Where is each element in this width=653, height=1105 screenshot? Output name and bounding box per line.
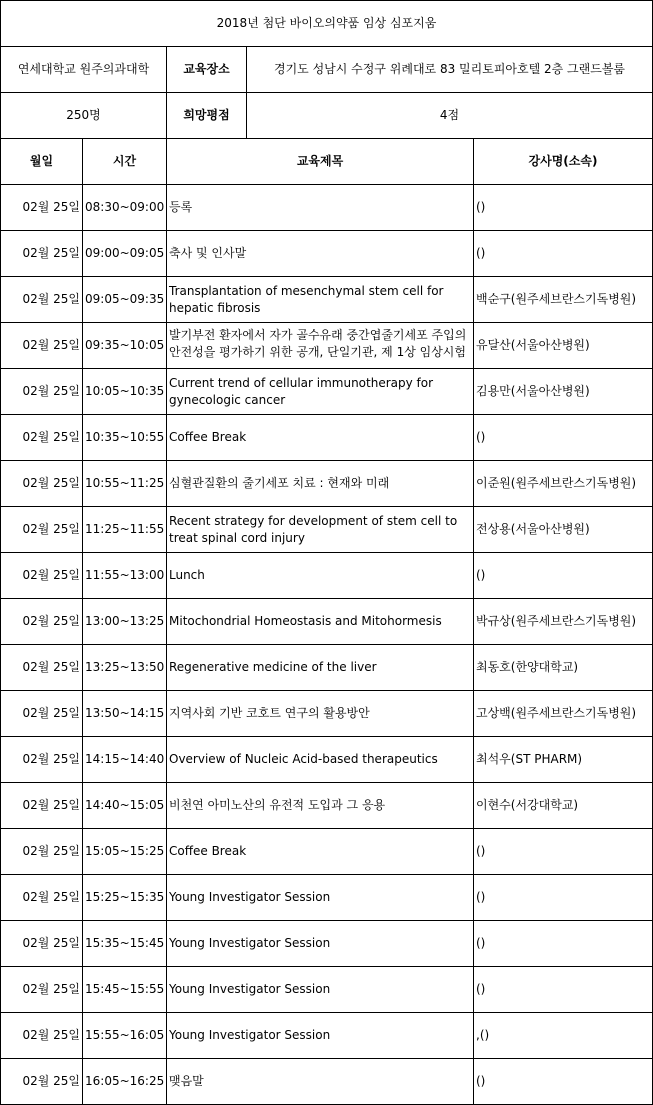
venue-value: 경기도 성남시 수정구 위례대로 83 밀리토피아호텔 2층 그랜드볼룸 xyxy=(247,47,653,93)
session-speaker: 김용만(서울아산병원) xyxy=(474,369,653,415)
session-subject: 지역사회 기반 코호트 연구의 활용방안 xyxy=(167,691,474,737)
session-subject: Young Investigator Session xyxy=(167,921,474,967)
table-row xyxy=(1,277,653,323)
col-header-date: 월일 xyxy=(1,139,83,185)
session-time: 11:55~13:00 xyxy=(83,553,167,599)
session-speaker: () xyxy=(474,829,653,875)
table-row xyxy=(1,829,653,875)
session-speaker: () xyxy=(474,967,653,1013)
session-date: 02월 25일 xyxy=(1,737,83,783)
col-header-speaker: 강사명(소속) xyxy=(474,139,653,185)
session-speaker: 이현수(서강대학교) xyxy=(474,783,653,829)
table-row xyxy=(1,553,653,599)
credit-value: 4점 xyxy=(247,93,653,139)
table-row xyxy=(1,185,653,231)
session-speaker: 고상백(원주세브란스기독병원) xyxy=(474,691,653,737)
venue-label: 교육장소 xyxy=(167,47,247,93)
session-time: 15:35~15:45 xyxy=(83,921,167,967)
table-row xyxy=(1,507,653,553)
session-date: 02월 25일 xyxy=(1,185,83,231)
table-row xyxy=(1,415,653,461)
table-row xyxy=(1,323,653,369)
session-speaker: 최석우(ST PHARM) xyxy=(474,737,653,783)
session-time: 16:05~16:25 xyxy=(83,1059,167,1105)
session-time: 14:40~15:05 xyxy=(83,783,167,829)
session-time: 09:00~09:05 xyxy=(83,231,167,277)
table-row xyxy=(1,645,653,691)
table-row xyxy=(1,369,653,415)
session-time: 10:55~11:25 xyxy=(83,461,167,507)
session-subject: Young Investigator Session xyxy=(167,875,474,921)
session-time: 09:05~09:35 xyxy=(83,277,167,323)
session-time: 13:00~13:25 xyxy=(83,599,167,645)
session-date: 02월 25일 xyxy=(1,1059,83,1105)
table-row xyxy=(1,1059,653,1105)
session-subject: Current trend of cellular immunotherapy for gynecologic cancer xyxy=(167,369,474,415)
session-date: 02월 25일 xyxy=(1,369,83,415)
table-row xyxy=(1,599,653,645)
session-date: 02월 25일 xyxy=(1,691,83,737)
session-date: 02월 25일 xyxy=(1,415,83,461)
session-subject: Overview of Nucleic Acid-based therapeutics xyxy=(167,737,474,783)
table-row xyxy=(1,1013,653,1059)
session-time: 13:50~14:15 xyxy=(83,691,167,737)
session-date: 02월 25일 xyxy=(1,231,83,277)
page-title: 2018년 첨단 바이오의약품 임상 심포지움 xyxy=(1,1,653,47)
session-time: 10:05~10:35 xyxy=(83,369,167,415)
session-date: 02월 25일 xyxy=(1,783,83,829)
session-date: 02월 25일 xyxy=(1,599,83,645)
table-row xyxy=(1,737,653,783)
session-speaker: ,() xyxy=(474,1013,653,1059)
session-date: 02월 25일 xyxy=(1,967,83,1013)
session-speaker: () xyxy=(474,921,653,967)
session-subject: Lunch xyxy=(167,553,474,599)
session-date: 02월 25일 xyxy=(1,875,83,921)
session-speaker: 유달산(서울아산병원) xyxy=(474,323,653,369)
session-subject: Coffee Break xyxy=(167,415,474,461)
col-header-time: 시간 xyxy=(83,139,167,185)
session-subject: Coffee Break xyxy=(167,829,474,875)
session-subject: 심혈관질환의 줄기세포 치료 : 현재와 미래 xyxy=(167,461,474,507)
session-time: 08:30~09:00 xyxy=(83,185,167,231)
session-speaker: () xyxy=(474,875,653,921)
session-subject: 맺음말 xyxy=(167,1059,474,1105)
session-speaker: 전상용(서울아산병원) xyxy=(474,507,653,553)
session-speaker: () xyxy=(474,231,653,277)
capacity: 250명 xyxy=(1,93,167,139)
session-speaker: 백순구(원주세브란스기독병원) xyxy=(474,277,653,323)
session-speaker: () xyxy=(474,1059,653,1105)
col-header-subject: 교육제목 xyxy=(167,139,474,185)
credit-label: 희망평점 xyxy=(167,93,247,139)
table-row xyxy=(1,967,653,1013)
session-time: 15:25~15:35 xyxy=(83,875,167,921)
session-subject: Young Investigator Session xyxy=(167,967,474,1013)
session-date: 02월 25일 xyxy=(1,1013,83,1059)
session-subject-text: 발기부전 환자에서 자가 골수유래 중간엽줄기세포 주입의 안전성을 평가하기 위한 공개, 단일기관, 제 1상 임상시험 xyxy=(169,327,467,359)
session-subject: Transplantation of mesenchymal stem cell for hepatic fibrosis xyxy=(167,277,474,323)
session-speaker: () xyxy=(474,553,653,599)
table-row xyxy=(1,231,653,277)
session-date: 02월 25일 xyxy=(1,921,83,967)
session-time: 13:25~13:50 xyxy=(83,645,167,691)
session-time: 14:15~14:40 xyxy=(83,737,167,783)
session-date: 02월 25일 xyxy=(1,277,83,323)
session-speaker: 이준원(원주세브란스기독병원) xyxy=(474,461,653,507)
session-subject: 비천연 아미노산의 유전적 도입과 그 응용 xyxy=(167,783,474,829)
session-subject xyxy=(167,323,474,369)
table-row xyxy=(1,691,653,737)
session-date: 02월 25일 xyxy=(1,829,83,875)
table-row xyxy=(1,783,653,829)
session-subject: Mitochondrial Homeostasis and Mitohormesis xyxy=(167,599,474,645)
session-subject: Recent strategy for development of stem cell to treat spinal cord injury xyxy=(167,507,474,553)
session-time: 11:25~11:55 xyxy=(83,507,167,553)
session-time: 15:55~16:05 xyxy=(83,1013,167,1059)
session-time: 15:45~15:55 xyxy=(83,967,167,1013)
session-subject: 축사 및 인사말 xyxy=(167,231,474,277)
session-subject: Young Investigator Session xyxy=(167,1013,474,1059)
session-speaker: () xyxy=(474,415,653,461)
session-speaker: () xyxy=(474,185,653,231)
session-speaker: 박규상(원주세브란스기독병원) xyxy=(474,599,653,645)
session-speaker: 최동호(한양대학교) xyxy=(474,645,653,691)
table-row xyxy=(1,461,653,507)
session-time: 10:35~10:55 xyxy=(83,415,167,461)
session-time: 09:35~10:05 xyxy=(83,323,167,369)
session-date: 02월 25일 xyxy=(1,553,83,599)
session-subject: Regenerative medicine of the liver xyxy=(167,645,474,691)
session-date: 02월 25일 xyxy=(1,507,83,553)
session-date: 02월 25일 xyxy=(1,645,83,691)
table-row xyxy=(1,875,653,921)
organization: 연세대학교 원주의과대학 xyxy=(1,47,167,93)
session-time: 15:05~15:25 xyxy=(83,829,167,875)
table-row xyxy=(1,921,653,967)
session-date: 02월 25일 xyxy=(1,461,83,507)
session-subject: 등록 xyxy=(167,185,474,231)
session-date: 02월 25일 xyxy=(1,323,83,369)
